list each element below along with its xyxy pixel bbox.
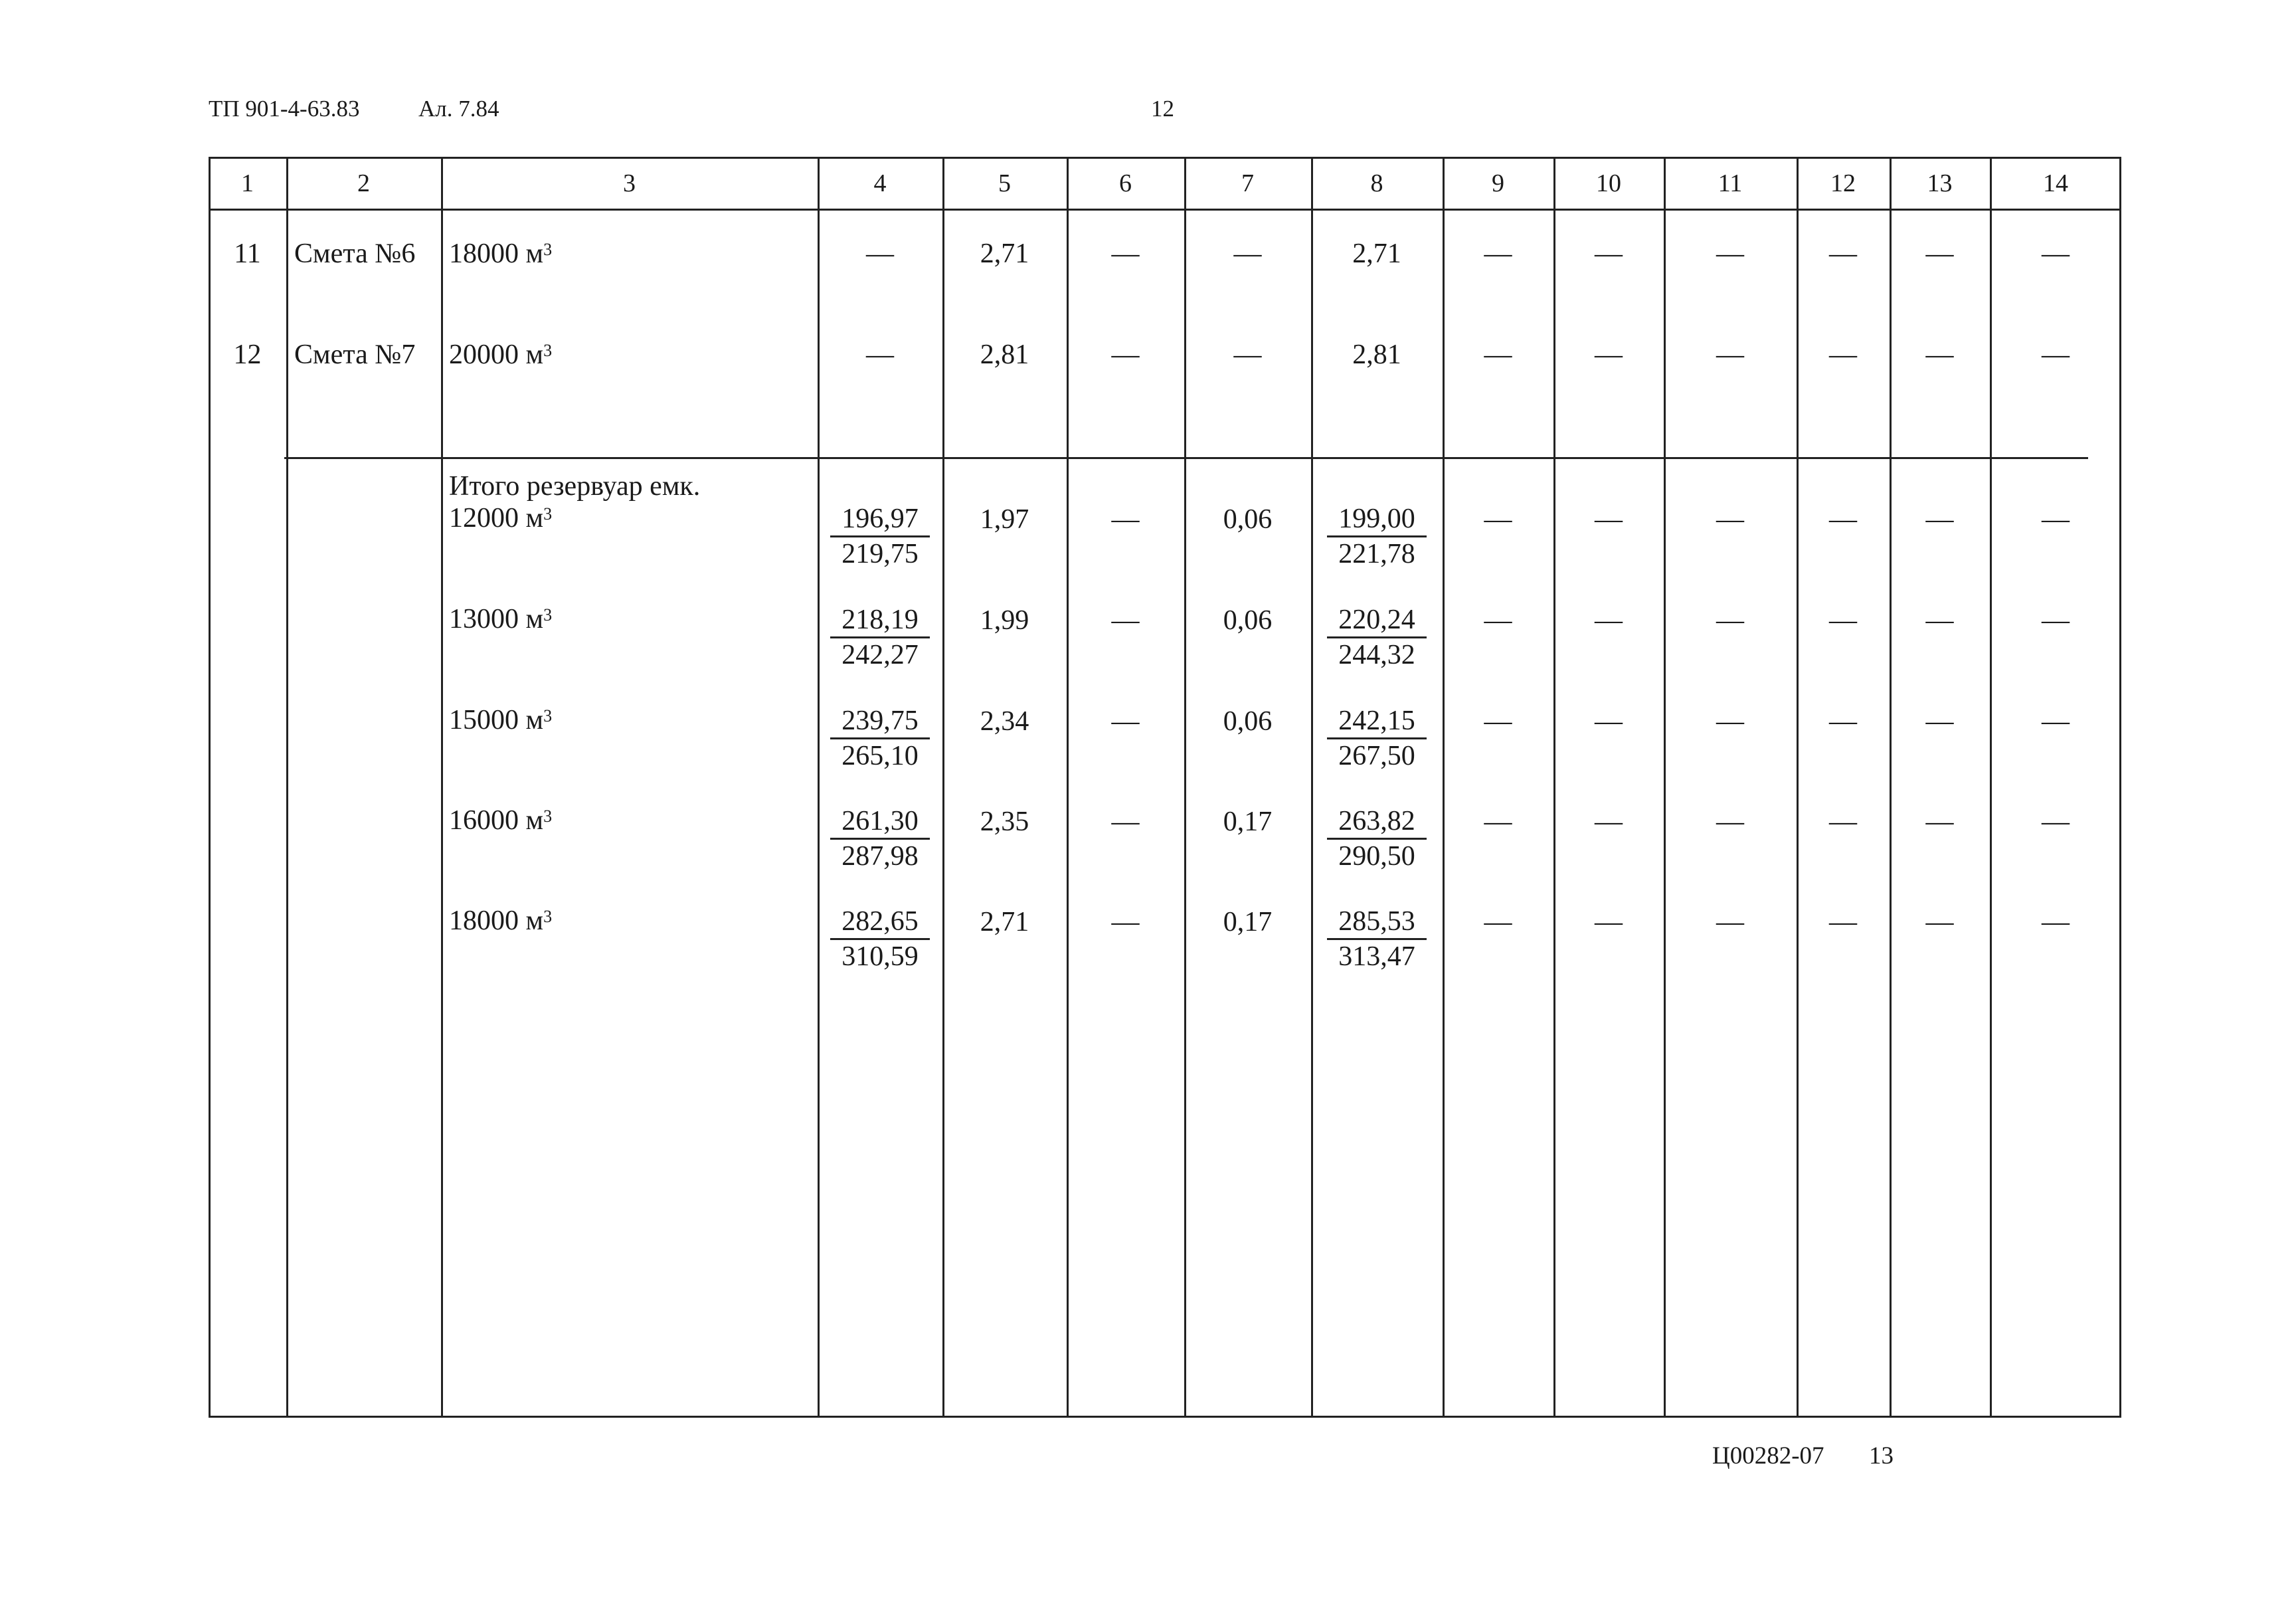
totals-col8-fraction	[1327, 605, 1427, 670]
cell-col7: 0,17	[1223, 807, 1273, 837]
totals-col4-fraction	[830, 806, 930, 872]
cell-col12: —	[1829, 605, 1857, 636]
cell-col10: —	[1595, 706, 1623, 737]
totals-volume: 18000 $м^3$	[449, 906, 553, 936]
cell-col6: —	[1111, 504, 1140, 535]
fraction-numerator: 261,30	[830, 806, 930, 840]
cell-col8: 2,81	[1352, 339, 1401, 370]
cell-col14: —	[2042, 907, 2070, 937]
cell-col12: —	[1829, 907, 1857, 937]
fraction-numerator: 199,00	[1327, 504, 1427, 537]
column-header: 13	[1927, 169, 1953, 197]
sheet-number: Ал. 7.84	[418, 96, 499, 122]
cell-col13: —	[1925, 907, 1954, 937]
fraction-numerator: 242,15	[1327, 706, 1427, 739]
fraction-denominator: 287,98	[841, 841, 919, 872]
totals-divider	[284, 457, 2088, 459]
cell-col14: —	[2042, 706, 2070, 737]
column-header: 5	[998, 169, 1011, 197]
totals-col8-fraction	[1327, 504, 1427, 569]
cell-col12: —	[1829, 807, 1857, 837]
cell-col9: —	[1484, 605, 1512, 636]
totals-col8-fraction	[1327, 906, 1427, 972]
fraction-denominator: 313,47	[1338, 941, 1415, 972]
cell-col5: 2,81	[980, 339, 1029, 370]
totals-volume: 16000 $м^3$	[449, 805, 553, 836]
fraction-denominator: 242,27	[841, 640, 919, 670]
cell-col5: 2,35	[980, 807, 1029, 837]
cell-col12: —	[1829, 504, 1857, 535]
cell-col12: —	[1829, 706, 1857, 737]
fraction-denominator: 244,32	[1338, 640, 1415, 670]
cell-col11: —	[1716, 706, 1744, 737]
cell-col4: —	[866, 339, 894, 370]
fraction-denominator: 310,59	[841, 941, 919, 972]
cell-col8: 2,71	[1352, 239, 1401, 269]
cell-col10: —	[1595, 807, 1623, 837]
cell-col7: 0,06	[1223, 605, 1273, 636]
cell-col14: —	[2042, 807, 2070, 837]
cell-col11: —	[1716, 807, 1744, 837]
cell-col4: —	[866, 239, 894, 269]
cell-col6: —	[1111, 339, 1140, 370]
cell-col13: —	[1925, 605, 1954, 636]
row-number: 11	[234, 239, 261, 269]
cell-col9: —	[1484, 706, 1512, 737]
totals-col4-fraction	[830, 504, 930, 569]
cell-col5: 1,97	[980, 504, 1029, 535]
column-divider	[286, 157, 288, 1418]
row-number: 12	[233, 339, 262, 370]
column-header: 3	[623, 169, 636, 197]
fraction-numerator: 220,24	[1327, 605, 1427, 638]
column-header: 9	[1492, 169, 1504, 197]
column-header: 7	[1241, 169, 1254, 197]
cell-col9: —	[1484, 807, 1512, 837]
cell-col9: —	[1484, 907, 1512, 937]
cell-col6: —	[1111, 907, 1140, 937]
cell-col7: 0,06	[1223, 706, 1273, 737]
fraction-numerator: 196,97	[830, 504, 930, 537]
cell-col5: 2,71	[980, 239, 1029, 269]
volume: 18000 $м^3$	[449, 239, 553, 269]
page-number: 12	[1151, 96, 1174, 122]
estimate-name: Смета №6	[294, 239, 416, 269]
fraction-denominator: 265,10	[841, 741, 919, 771]
cell-col10: —	[1595, 239, 1623, 269]
cell-col10: —	[1595, 339, 1623, 370]
cell-col9: —	[1484, 239, 1512, 269]
cell-col10: —	[1595, 907, 1623, 937]
column-header: 14	[2043, 169, 2068, 197]
cell-col7: 0,06	[1223, 504, 1273, 535]
cell-col7: 0,17	[1223, 907, 1273, 937]
totals-col4-fraction	[830, 906, 930, 972]
fraction-denominator: 219,75	[841, 539, 919, 569]
volume: 20000 $м^3$	[449, 339, 553, 370]
fraction-denominator: 221,78	[1338, 539, 1415, 569]
cell-col6: —	[1111, 605, 1140, 636]
cell-col5: 2,71	[980, 907, 1029, 937]
totals-col8-fraction	[1327, 706, 1427, 771]
estimate-name: Смета №7	[294, 339, 416, 370]
column-header: 2	[357, 169, 370, 197]
column-header: 4	[873, 169, 887, 197]
cell-col12: —	[1829, 339, 1857, 370]
totals-col4-fraction	[830, 605, 930, 670]
fraction-denominator: 267,50	[1338, 741, 1415, 771]
cell-col5: 2,34	[980, 706, 1029, 737]
cell-col5: 1,99	[980, 605, 1029, 636]
cell-col14: —	[2042, 605, 2070, 636]
column-header: 6	[1119, 169, 1132, 197]
column-divider	[441, 157, 443, 1418]
footer-page-number: 13	[1869, 1442, 1894, 1470]
cell-col11: —	[1716, 239, 1744, 269]
cell-col13: —	[1925, 807, 1954, 837]
cell-col13: —	[1925, 339, 1954, 370]
cell-col9: —	[1484, 504, 1512, 535]
column-header: 8	[1370, 169, 1383, 197]
cell-col13: —	[1925, 239, 1954, 269]
column-header: 1	[241, 169, 254, 197]
cell-col7: —	[1233, 239, 1262, 269]
totals-col8-fraction	[1327, 806, 1427, 872]
cell-col14: —	[2042, 504, 2070, 535]
column-header: 12	[1830, 169, 1856, 197]
fraction-numerator: 239,75	[830, 706, 930, 739]
cell-col14: —	[2042, 239, 2070, 269]
totals-volume: 15000 $м^3$	[449, 705, 553, 735]
cell-col11: —	[1716, 605, 1744, 636]
header-row-divider	[209, 209, 2121, 211]
cell-col11: —	[1716, 907, 1744, 937]
totals-volume: 12000 $м^3$	[449, 503, 553, 533]
cell-col14: —	[2042, 339, 2070, 370]
fraction-numerator: 285,53	[1327, 906, 1427, 940]
cell-col6: —	[1111, 706, 1140, 737]
cell-col13: —	[1925, 504, 1954, 535]
cell-col6: —	[1111, 239, 1140, 269]
cell-col11: —	[1716, 504, 1744, 535]
cell-col13: —	[1925, 706, 1954, 737]
cell-col6: —	[1111, 807, 1140, 837]
cell-col9: —	[1484, 339, 1512, 370]
column-header: 11	[1718, 169, 1743, 197]
totals-col4-fraction	[830, 706, 930, 771]
cell-col7: —	[1233, 339, 1262, 370]
column-header: 10	[1596, 169, 1621, 197]
totals-volume: 13000 $м^3$	[449, 604, 553, 634]
fraction-numerator: 218,19	[830, 605, 930, 638]
document-code: ТП 901-4-63.83	[209, 96, 360, 122]
cell-col12: —	[1829, 239, 1857, 269]
footer-code: Ц00282-07	[1712, 1442, 1824, 1470]
fraction-numerator: 282,65	[830, 906, 930, 940]
totals-label: Итого резервуар емк.	[449, 471, 701, 502]
fraction-denominator: 290,50	[1338, 841, 1415, 872]
cell-col10: —	[1595, 605, 1623, 636]
cell-col10: —	[1595, 504, 1623, 535]
fraction-numerator: 263,82	[1327, 806, 1427, 840]
cell-col11: —	[1716, 339, 1744, 370]
